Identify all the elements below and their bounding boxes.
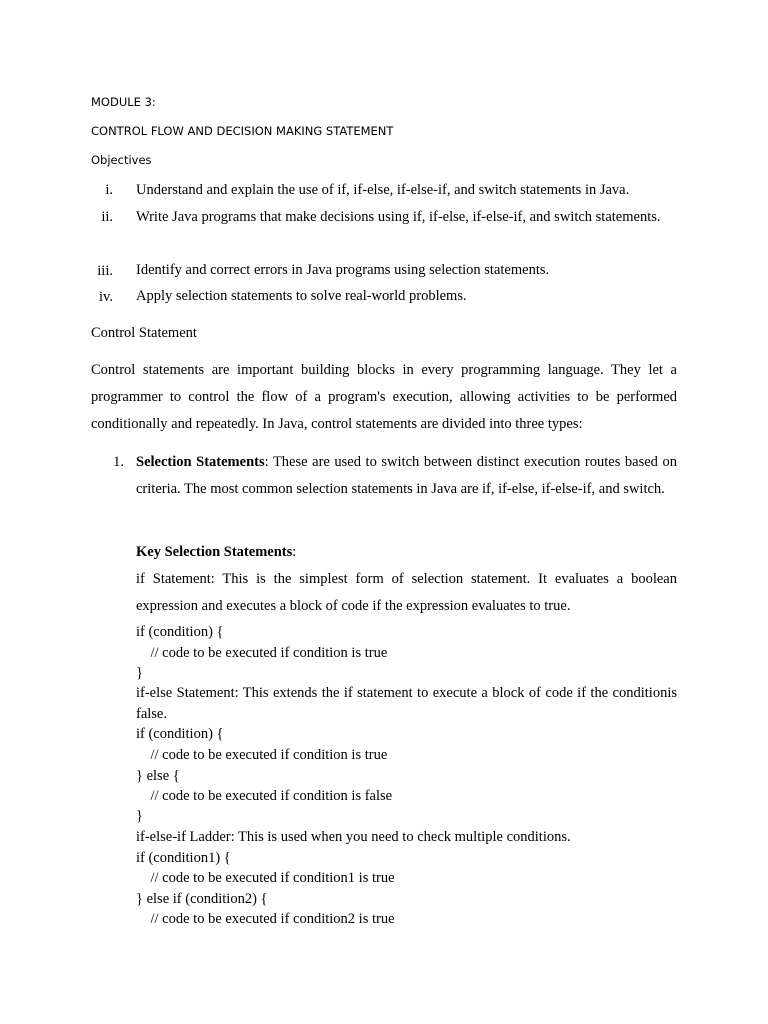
objective-item: Write Java programs that make decisions using if, if-else, if-else-if, and switch statements. bbox=[136, 209, 661, 225]
objective-item: Understand and explain the use of if, if-else, if-else-if, and switch statements in Java. bbox=[136, 182, 630, 198]
code-line: // code to be executed if condition is true bbox=[136, 747, 388, 763]
code-line: if (condition) { bbox=[136, 624, 224, 640]
objectives-heading: Objectives bbox=[91, 153, 152, 167]
code-line: // code to be executed if condition2 is true bbox=[136, 911, 395, 927]
code-line: if (condition) { bbox=[136, 726, 224, 742]
objective-number: iii. bbox=[97, 263, 113, 279]
code-line: // code to be executed if condition is false bbox=[136, 788, 393, 804]
code-line: } bbox=[136, 808, 143, 824]
objective-item: Identify and correct errors in Java programs using selection statements. bbox=[136, 262, 550, 278]
if-else-description: if-else Statement: This extends the if statement to execute a block of code if the conditionis false. bbox=[136, 685, 677, 722]
objective-number: iv. bbox=[99, 289, 113, 305]
code-line: // code to be executed if condition1 is true bbox=[136, 870, 395, 886]
key-selection-heading bbox=[136, 539, 677, 566]
section-heading: Control Statement bbox=[91, 325, 197, 341]
list-number: 1. bbox=[113, 454, 124, 470]
code-line: } bbox=[136, 665, 143, 681]
module-label: MODULE 3: bbox=[91, 95, 156, 109]
if-else-if-description: if-else-if Ladder: This is used when you need to check multiple conditions. bbox=[136, 829, 571, 845]
code-line: // code to be executed if condition is true bbox=[136, 645, 388, 661]
selection-statements-text: : These are used to switch between distinct execution routes based on criteria. The most common selection statements in Java are if, if-else, if-else-if, and switch. bbox=[136, 454, 678, 497]
module-title: CONTROL FLOW AND DECISION MAKING STATEMENT bbox=[91, 124, 394, 138]
code-line: if (condition1) { bbox=[136, 850, 231, 866]
objective-number: ii. bbox=[101, 209, 113, 225]
code-line: } else { bbox=[136, 768, 180, 784]
selection-statements-term: Selection Statements bbox=[136, 454, 265, 470]
key-selection-term: Key Selection Statements bbox=[136, 544, 293, 560]
intro-paragraph: Control statements are important building blocks in every programming language. They let a programmer to control the flow of a program's execution, allowing activities to be performed conditionally and repeatedly. In Java, control statements are divided into three types: bbox=[91, 362, 677, 432]
selection-statements-item bbox=[136, 449, 677, 503]
if-statement-description: if Statement: This is the simplest form of selection statement. It evaluates a boolean expression and executes a block of code if the expression evaluates to true. bbox=[136, 571, 677, 614]
key-selection-colon: : bbox=[292, 544, 297, 560]
objective-number: i. bbox=[105, 182, 113, 198]
objective-item: Apply selection statements to solve real-world problems. bbox=[136, 288, 467, 304]
code-line: } else if (condition2) { bbox=[136, 891, 268, 907]
